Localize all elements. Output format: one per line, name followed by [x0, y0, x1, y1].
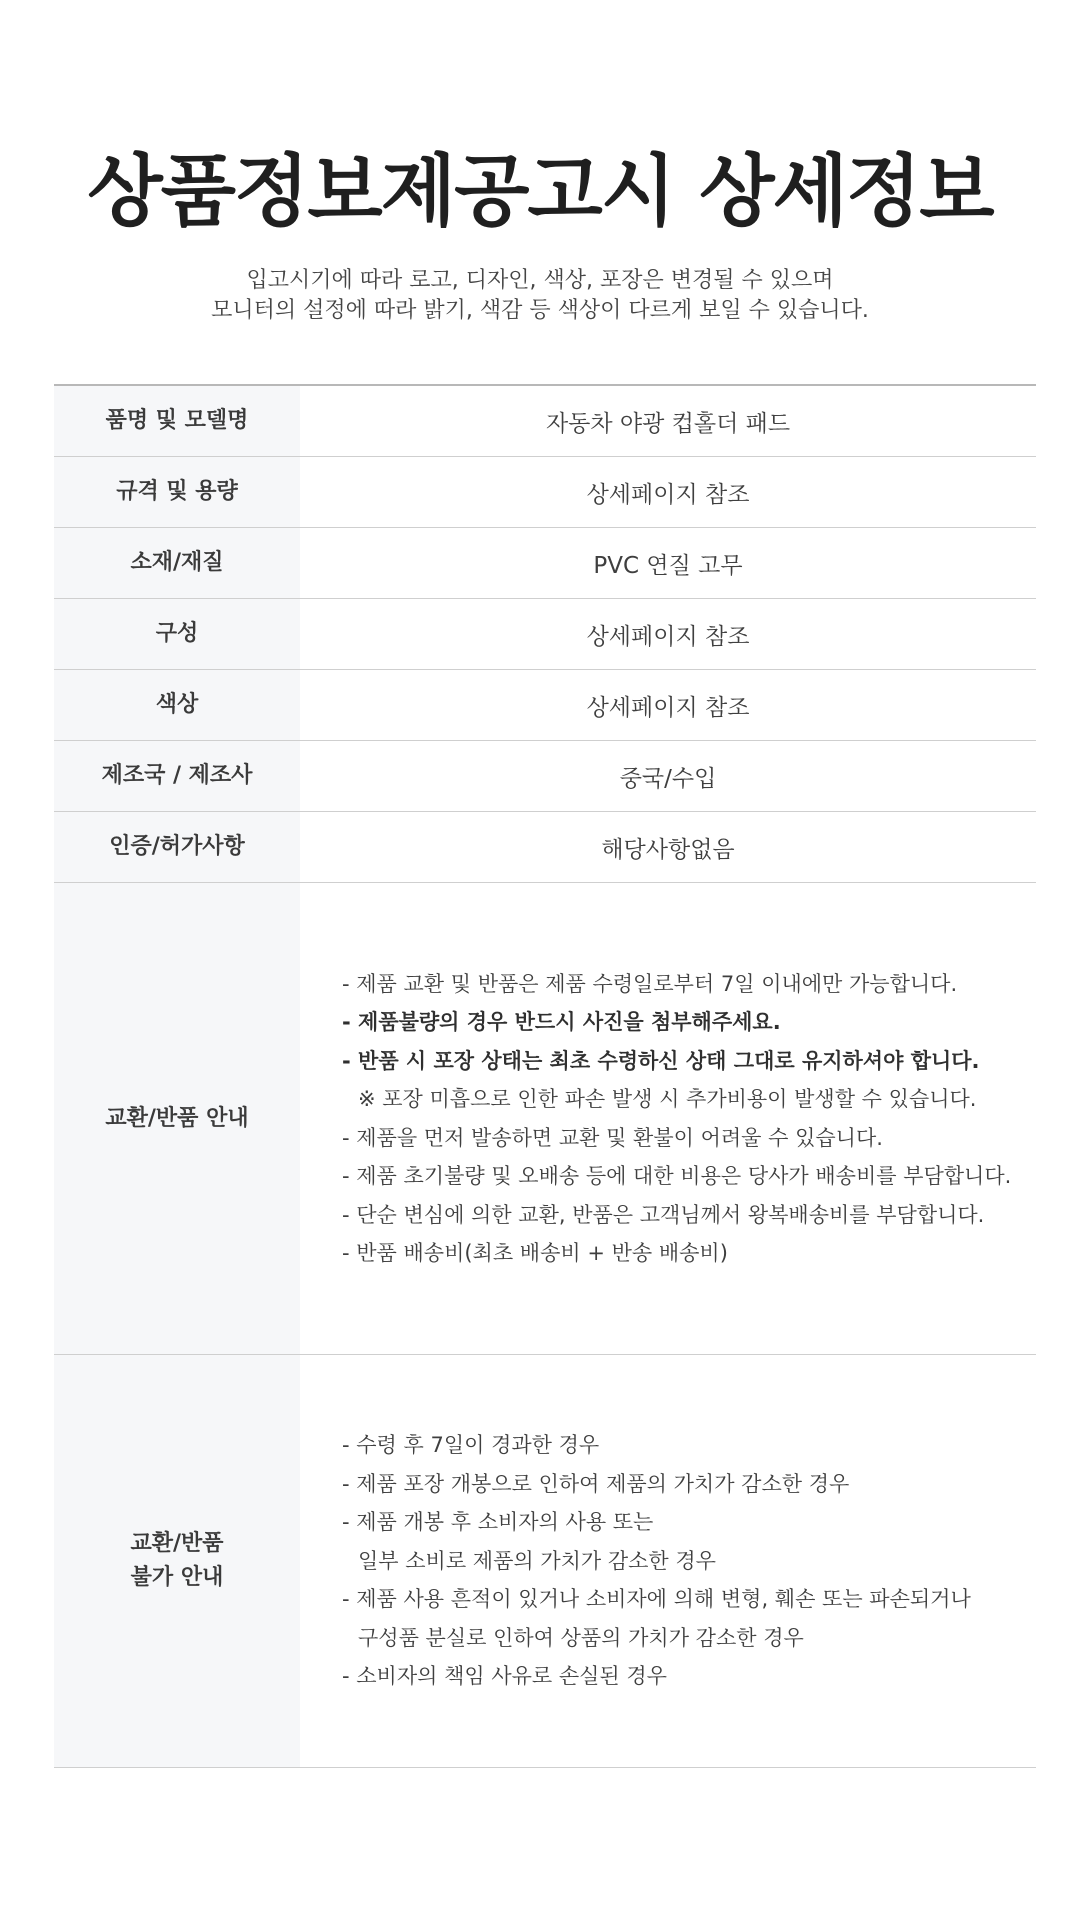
page-title: 상품정보제공고시 상세정보: [87, 147, 993, 237]
table-row-exchange-guide: [54, 883, 1036, 1355]
note-line: - 수령 후 7일이 경과한 경우: [342, 1433, 600, 1458]
row-label: 제조국 / 제조사: [54, 741, 300, 811]
note-line: - 반품 시 포장 상태는 최초 수령하신 상태 그대로 유지하셔야 합니다.: [342, 1048, 980, 1073]
note-line: - 제품 개봉 후 소비자의 사용 또는: [342, 1510, 654, 1535]
table-row-no-exchange-guide: [54, 1355, 1036, 1768]
note-line: - 제품 포장 개봉으로 인하여 제품의 가치가 감소한 경우: [342, 1471, 850, 1496]
row-value: 해당사항없음: [601, 836, 735, 863]
row-value: 상세페이지 참조: [586, 694, 750, 721]
page-subtitle: [0, 266, 1080, 326]
row-label: 소재/재질: [54, 528, 300, 598]
row-label: 교환/반품 안내: [54, 883, 300, 1354]
row-label-line-2: 불가 안내: [130, 1565, 224, 1590]
table-row-product-name: [54, 386, 1036, 457]
product-info-table: [54, 384, 1036, 1768]
note-line: 구성품 분실로 인하여 상품의 가치가 감소한 경우: [358, 1625, 804, 1650]
row-value: 상세페이지 참조: [586, 623, 750, 650]
table-row-composition: [54, 599, 1036, 670]
no-exchange-notes: [300, 1355, 1036, 1767]
note-line: 일부 소비로 제품의 가치가 감소한 경우: [358, 1548, 716, 1573]
row-label: 구성: [54, 599, 300, 669]
note-line: - 단순 변심에 의한 교환, 반품은 고객님께서 왕복배송비를 부담합니다.: [342, 1202, 985, 1227]
subtitle-line-2: 모니터의 설정에 따라 밝기, 색감 등 색상이 다르게 보일 수 있습니다.: [211, 298, 869, 323]
note-line: - 반품 배송비(최초 배송비 + 반송 배송비): [342, 1241, 728, 1265]
row-value: 자동차 야광 컵홀더 패드: [545, 410, 791, 437]
note-line: ※ 포장 미흡으로 인한 파손 발생 시 추가비용이 발생할 수 있습니다.: [358, 1087, 977, 1111]
note-line: - 제품불량의 경우 반드시 사진을 첨부해주세요.: [342, 1010, 781, 1034]
row-label: 품명 및 모델명: [54, 386, 300, 456]
table-row-size: [54, 457, 1036, 528]
row-value: 상세페이지 참조: [586, 481, 750, 508]
note-line: - 제품 사용 흔적이 있거나 소비자에 의해 변형, 훼손 또는 파손되거나: [342, 1587, 971, 1612]
row-label: 규격 및 용량: [54, 457, 300, 527]
exchange-notes: [300, 883, 1036, 1354]
note-line: - 소비자의 책임 사유로 손실된 경우: [342, 1664, 667, 1689]
table-row-material: [54, 528, 1036, 599]
table-row-color: [54, 670, 1036, 741]
row-label: 인증/허가사항: [54, 812, 300, 882]
note-line: - 제품 교환 및 반품은 제품 수령일로부터 7일 이내에만 가능합니다.: [342, 971, 958, 996]
table-row-certification: [54, 812, 1036, 883]
row-label: [54, 1355, 300, 1767]
note-line: - 제품을 먼저 발송하면 교환 및 환불이 어려울 수 있습니다.: [342, 1125, 883, 1150]
table-row-manufacturer: [54, 741, 1036, 812]
row-value: PVC 연질 고무: [593, 552, 743, 579]
row-value: 중국/수입: [619, 765, 717, 792]
row-label: 색상: [54, 670, 300, 740]
subtitle-line-1: 입고시기에 따라 로고, 디자인, 색상, 포장은 변경될 수 있으며: [246, 268, 834, 293]
note-line: - 제품 초기불량 및 오배송 등에 대한 비용은 당사가 배송비를 부담합니다.: [342, 1164, 1012, 1188]
row-label-line-1: 교환/반품: [130, 1531, 224, 1556]
